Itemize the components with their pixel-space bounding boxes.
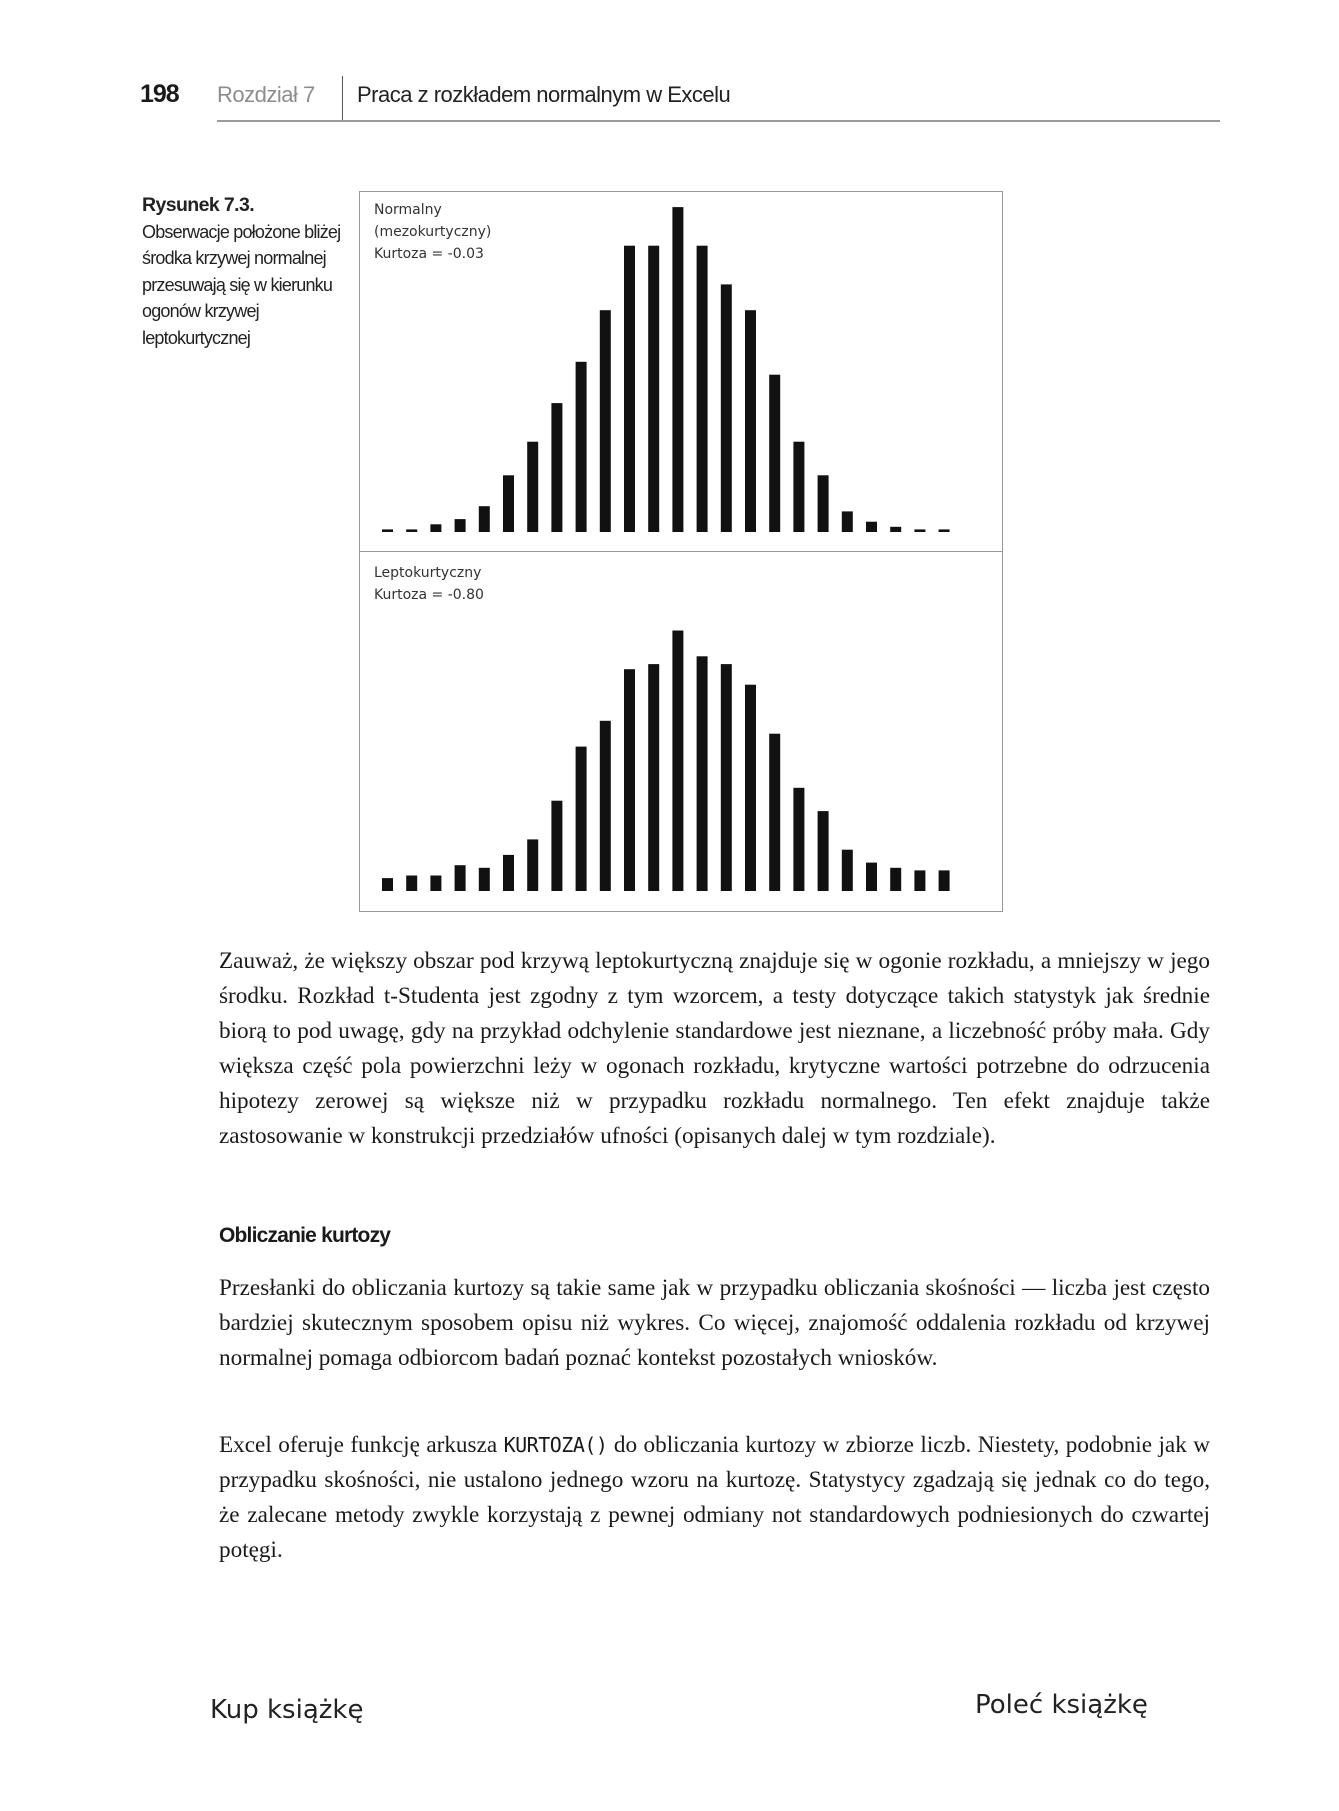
bar-18 xyxy=(793,442,804,532)
chart-label-line: Kurtoza = -0.03 xyxy=(374,246,484,262)
bar-3 xyxy=(430,524,441,532)
bar-chart-leptokurtic xyxy=(360,552,1002,911)
bar-2 xyxy=(406,876,417,892)
chart-label-line: Normalny xyxy=(374,202,442,218)
bar-24 xyxy=(939,529,950,532)
chart-label-line: Leptokurtyczny xyxy=(374,565,482,581)
chapter-label: Rozdział 7 xyxy=(217,82,315,107)
bar-6 xyxy=(503,475,514,532)
bar-13 xyxy=(672,207,683,532)
bar-16 xyxy=(745,685,756,891)
bar-3 xyxy=(430,876,441,892)
bar-15 xyxy=(721,284,732,532)
bar-4 xyxy=(455,865,466,891)
bar-14 xyxy=(697,656,708,891)
bar-2 xyxy=(406,529,417,532)
figure-caption-title: Rysunek 7.3. xyxy=(142,194,255,216)
bar-6 xyxy=(503,855,514,891)
chart-label-line: Kurtoza = -0.80 xyxy=(374,587,484,603)
figure-caption xyxy=(142,192,342,351)
bar-12 xyxy=(648,246,659,532)
bar-22 xyxy=(890,868,901,891)
bar-20 xyxy=(842,511,853,532)
bar-18 xyxy=(793,788,804,891)
bar-11 xyxy=(624,246,635,532)
bar-1 xyxy=(382,529,393,532)
bar-21 xyxy=(866,863,877,891)
bar-22 xyxy=(890,527,901,532)
buy-book-link[interactable]: Kup książkę xyxy=(210,1695,364,1725)
bar-19 xyxy=(818,811,829,891)
chart-panel-leptokurtic xyxy=(360,551,1002,912)
bar-24 xyxy=(939,870,950,891)
header-divider xyxy=(342,76,343,120)
chapter-title: Praca z rozkładem normalnym w Excelu xyxy=(357,82,731,107)
bar-11 xyxy=(624,669,635,891)
body-paragraph: Przesłanki do obliczania kurtozy są takie same jak w przypadku obliczania skośności — liczba jest często bardziej skutecznym sposobem opisu niż wykres. Co więcej, znajomość oddalenia rozkładu od krzywej normalnej pomaga odbiorcom badań poznać kontekst pozostałych wniosków. xyxy=(219,1275,1210,1371)
chart-panel-normal xyxy=(360,192,1002,550)
recommend-book-link[interactable]: Poleć książkę xyxy=(975,1690,1148,1720)
paragraph-text: Excel oferuje funkcję arkusza xyxy=(219,1432,504,1458)
bar-1 xyxy=(382,878,393,891)
bar-7 xyxy=(527,442,538,532)
bar-21 xyxy=(866,522,877,532)
bar-9 xyxy=(576,362,587,532)
bar-17 xyxy=(769,375,780,532)
bar-17 xyxy=(769,734,780,891)
bar-13 xyxy=(672,631,683,892)
bar-10 xyxy=(600,310,611,532)
paragraph-text: do obliczania kurtozy w zbiorze liczb. Niestety, podobnie jak w przypadku skośności, nie ustalono jednego wzoru na kurtozę. Statystycy zgadzają się jednak co do tego, że zalecane metody zwykle korzystają z pewnej odmiany not standardowych podniesionych do czwartej potęgi. xyxy=(219,1432,1210,1563)
bar-8 xyxy=(551,403,562,532)
bar-chart-normal xyxy=(360,192,1002,550)
bar-5 xyxy=(479,868,490,891)
bar-14 xyxy=(697,246,708,532)
code-kurtoza: KURTOZA() xyxy=(503,1433,608,1457)
chart-label-line: (mezokurtyczny) xyxy=(374,224,492,240)
bar-8 xyxy=(551,801,562,891)
bar-5 xyxy=(479,506,490,532)
bar-10 xyxy=(600,721,611,891)
bar-16 xyxy=(745,310,756,532)
bar-7 xyxy=(527,839,538,891)
page-header xyxy=(140,80,1220,124)
section-heading: Obliczanie kurtozy xyxy=(219,1224,391,1247)
header-rule xyxy=(217,120,1220,122)
bar-20 xyxy=(842,850,853,891)
figure-caption-text: Obserwacje położone bliżej środka krzywej normalnej przesuwają się w kierunku ogonów krzywej leptokurtycznej xyxy=(142,221,341,348)
bar-19 xyxy=(818,475,829,532)
bar-15 xyxy=(721,664,732,891)
bar-9 xyxy=(576,747,587,891)
page-number: 198 xyxy=(140,80,179,108)
bar-12 xyxy=(648,664,659,891)
body-paragraph xyxy=(219,1428,1210,1568)
kurtosis-figure xyxy=(359,191,1003,912)
bar-23 xyxy=(914,529,925,532)
bar-4 xyxy=(455,519,466,532)
bar-23 xyxy=(914,870,925,891)
body-paragraph: Zauważ, że większy obszar pod krzywą leptokurtyczną znajduje się w ogonie rozkładu, a mniejszy w jego środku. Rozkład t-Studenta jest zgodny z tym wzorcem, a testy dotyczące takich statystyk jak średnie biorą to pod uwagę, gdy na przykład odchylenie standardowe jest nieznane, a liczebność próby mała. Gdy większa część pola powierzchni leży w ogonach rozkładu, krytyczne wartości potrzebne do odrzucenia hipotezy zerowej są większe niż w przypadku rozkładu normalnego. Ten efekt znajduje także zastosowanie w konstrukcji przedziałów ufności (opisanych dalej w tym rozdziale). xyxy=(219,948,1210,1149)
